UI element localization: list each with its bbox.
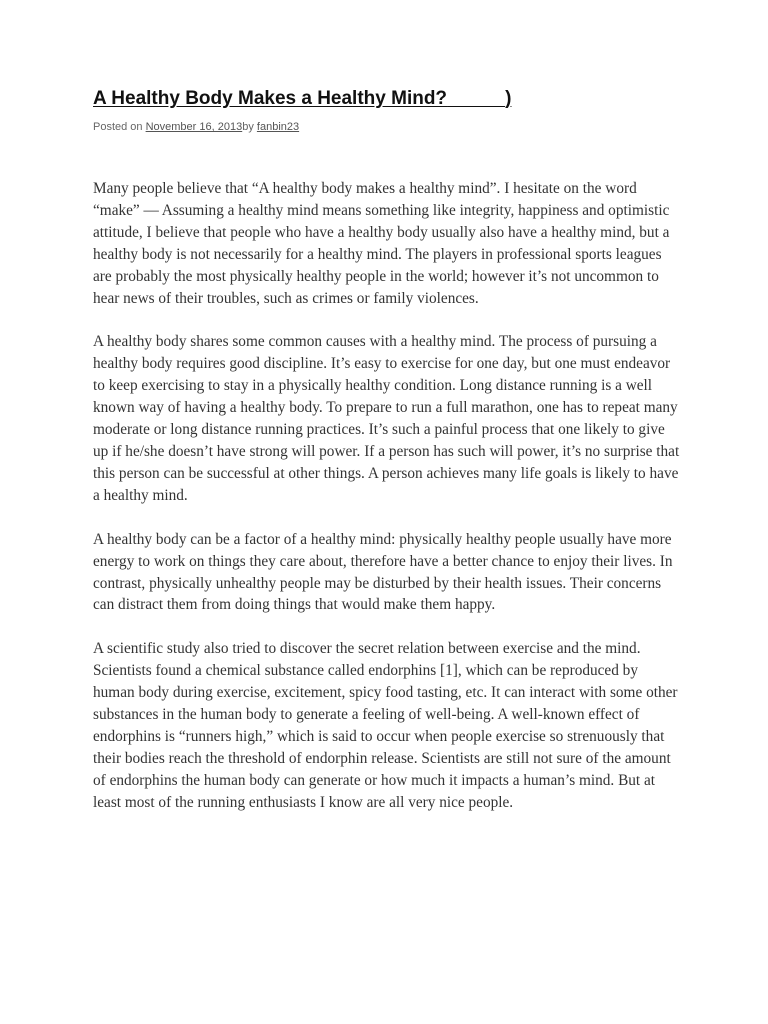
- by-label: by: [242, 121, 257, 133]
- post-date-link[interactable]: November 16, 2013: [145, 121, 243, 133]
- paragraph-4: A scientific study also tried to discover the secret relation between exercise and the mind. Scientists found a chemical substance called endorphins [1], which can be reproduced by human body during exercise, excitement, spicy food tasting, etc. It can interact with some other substances in the human body to generate a feeling of well-being. A well-known effect of endorphins is “runners high,” which is said to occur when people exercise so strenuously that their bodies reach the threshold of endorphin release. Scientists are still not sure of the amount of endorphins the human body can generate or how much it impacts a human’s mind. But at least most of the running enthusiasts I know are all very nice people.: [93, 640, 678, 811]
- paragraph-1: Many people believe that “A healthy body makes a healthy mind”. I hesitate on the word “make” — Assuming a healthy mind means something like integrity, happiness and optimistic attitude, I believe that people who have a healthy body usually also have a healthy mind, but a healthy body is not necessarily for a healthy mind. The players in professional sports leagues are probably the most physically healthy people in the world; however it’s not uncommon to hear news of their troubles, such as crimes or family violences.: [93, 180, 670, 307]
- author-link[interactable]: fanbin23: [256, 121, 300, 133]
- post-title-text[interactable]: A Healthy Body Makes a Healthy Mind?: [93, 88, 448, 109]
- posted-on-label: Posted on: [93, 121, 146, 133]
- paragraph-3: A healthy body can be a factor of a healthy mind: physically healthy people usually have more energy to work on things they care about, therefore have a better chance to enjoy their lives. In contrast, physically unhealthy people may be disturbed by their health issues. Their concerns can distract them from doing things that would make them happy.: [93, 530, 673, 614]
- post-title-suffix[interactable]: ): [505, 88, 512, 109]
- post-title[interactable]: [93, 87, 708, 111]
- post-meta: [93, 120, 708, 134]
- post-title-gap: [447, 88, 505, 109]
- entry-content: [93, 178, 683, 814]
- paragraph-2: A healthy body shares some common causes with a healthy mind. The process of pursuing a healthy body requires good discipline. It’s easy to exercise for one day, but one must endeavor to keep exercising to stay in a physically healthy condition. Long distance running is a well known way of having a healthy body. To prepare to run a full marathon, one has to repeat many moderate or long distance running practices. It’s such a painful process that one likely to give up if he/she doesn’t have strong will power. If a person has such will power, it’s no surprise that this person can be successful at other things. A person achieves many life goals is likely to have a healthy mind.: [93, 333, 680, 504]
